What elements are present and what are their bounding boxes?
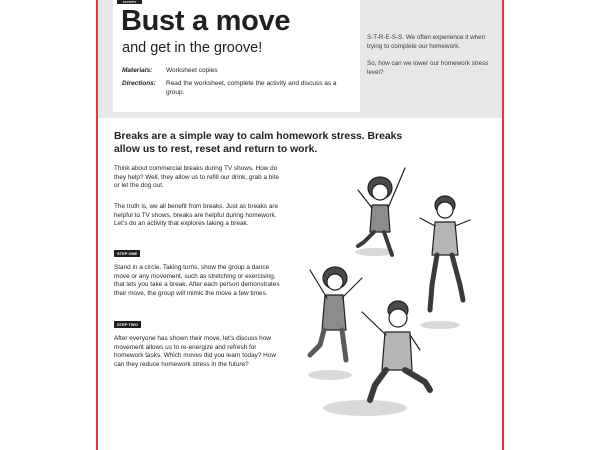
- kid-figure-1: [358, 168, 405, 255]
- page-title: Bust a move: [121, 5, 291, 37]
- page-subtitle: and get in the groove!: [122, 40, 263, 56]
- paragraph-step-one: Stand in a circle. Taking turns, show the group a dance move or any movement, such as stretching or exercising, that lets you take a break. After each person demonstrates their move, the group will mimic the move a few times.: [114, 264, 280, 298]
- kid-figure-4: [362, 301, 430, 400]
- materials-value: Worksheet copies: [166, 67, 218, 74]
- directions-value: Read the worksheet, complete the activity and discuss as a group.: [166, 80, 337, 96]
- directions-label: Directions:: [122, 80, 156, 87]
- section-headline: Breaks are a simple way to calm homework stress. Breaks allow us to rest, reset and return to work.: [114, 131, 403, 155]
- paragraph-benefit: The truth is, we all benefit from breaks. Just as breaks are helpful to TV shows, breaks are helpful during homework. Let’s do an activity that explores taking a break.: [114, 203, 279, 228]
- kid-figure-3: [310, 267, 362, 360]
- activity-tag: ACTIVITY: [117, 0, 142, 4]
- paragraph-step-two: After everyone has shown their move, let’s discuss how movement allows us to re-energize and refresh for homework tasks. Which moves did you learn today? How can they reduce homework stress in the future?: [114, 335, 276, 369]
- right-border-rule: [502, 0, 504, 450]
- kid-figure-2: [420, 196, 470, 310]
- step-two-badge: STEP TWO: [114, 321, 141, 328]
- sidebar-intro: S-T-R-E-S-S. We often experience it when trying to complete our homework.: [367, 34, 486, 50]
- sidebar-question: So, how can we lower our homework stress level?: [367, 60, 489, 76]
- jumping-kids-illustration: [280, 160, 490, 420]
- step-one-badge: STEP ONE: [114, 250, 140, 257]
- paragraph-tv-breaks: Think about commercial breaks during TV shows. How do they help? Well, they allow us to refill our drink, grab a bite or let the dog out.: [114, 165, 280, 190]
- materials-label: Materials:: [122, 67, 153, 74]
